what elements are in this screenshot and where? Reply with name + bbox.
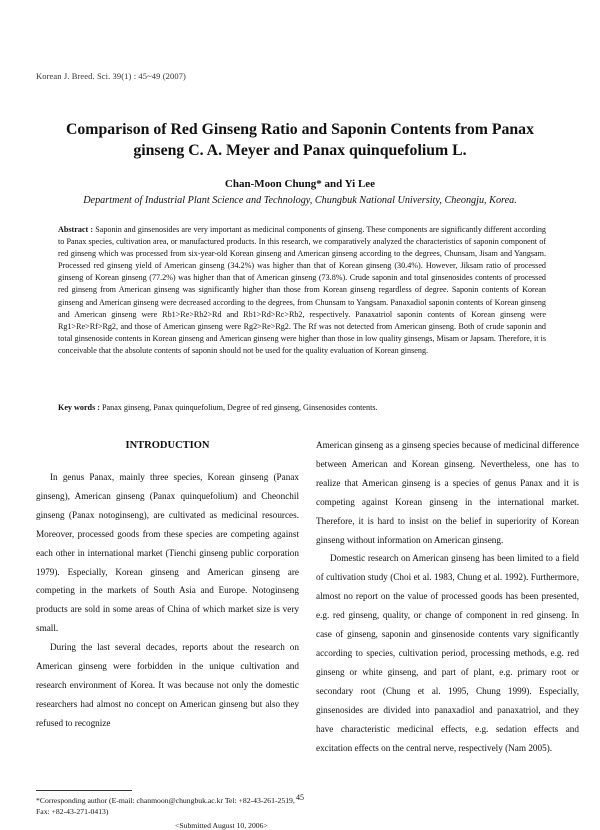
page-number: 45 (296, 793, 304, 802)
title-line-2: ginseng C. A. Meyer and Panax quinquefolium L. (133, 142, 467, 159)
submission-date: <Submitted August 10, 2006> (175, 821, 268, 830)
corresponding-author-footnote: *Corresponding author (E-mail: chanmoon@chungbuk.ac.kr Tel: +82-43-261-2519, Fax: +82-43-271-0413) (36, 796, 295, 816)
right-column (316, 436, 579, 757)
footnote-divider (36, 790, 132, 791)
left-paragraph-1: In genus Panax, mainly three species, Korean ginseng (Panax ginseng), American ginseng (Panax quinquefolium) and Cheonchil ginseng (Panax notoginseng), are cultivated as medicinal resources. Moreover, processed goods from these species are competing against each other in international market (Tienchi ginseng public corporation 1979). Especially, Korean ginseng and American ginseng are competing in the markets of South Asia and Europe. Notoginseng products are sold in some areas of China of which market size is very small. (36, 472, 299, 634)
right-paragraph-2: Domestic research on American ginseng has been limited to a field of cultivation study (Choi et al. 1983, Chung et al. 1992). Furthermore, almost no report on the value of processed goods has been presented, e.g. red ginseng, quality, or change of component in red ginseng. In case of ginseng, saponin and ginsenoside contents vary significantly according to species, cultivation period, processing methods, e.g. red ginseng or white ginseng, and part of plant, e.g. primary root or secondary root (Chung et al. 1995, Chung 1999). Especially, ginsenosides are divided into panaxadiol and panaxatriol, and they have characteristic medicinal effects, e.g. sedation effects and excitation effects on the central nerve, respectively (Nam 2005). (316, 553, 579, 753)
left-paragraph-2: During the last several decades, reports about the research on American ginseng were forbidden in the unique cultivation and research environment of Korea. It was because not only the domestic researchers had almost no concept on American ginseng but also they refused to recognize (36, 642, 299, 728)
affiliation: Department of Industrial Plant Science and Technology, Chungbuk National University, Cheongju, Korea. (83, 195, 517, 206)
intro-heading: INTRODUCTION (125, 440, 210, 451)
keywords (58, 403, 546, 412)
keywords-label: Key words : (58, 403, 100, 412)
abstract (58, 224, 546, 357)
authors: Chan-Moon Chung* and Yi Lee (224, 178, 376, 190)
abstract-label: Abstract : (58, 225, 94, 234)
right-paragraph-1: American ginseng as a ginseng species because of medicinal difference between American and Korean ginseng. Nevertheless, one has to realize that American ginseng is a species of genus Panax and it is competing against Korean ginseng in the international market. Therefore, it is hard to insist on the belief in superiority of Korean ginseng without information on American ginseng. (316, 440, 579, 545)
journal-reference: Korean J. Breed. Sci. 39(1) : 45~49 (2007) (36, 71, 186, 81)
abstract-text: Saponin and ginsenosides are very important as medicinal components of ginseng. These components are significantly different according to Panax species, cultivation area, or manufactured products. In this research, we comparatively analyzed the characteristics of saponin component of red ginseng which was processed from six-year-old Korean ginseng and American ginseng according to the degrees, Chunsam, Jisam and Yangsam. Processed red ginseng yield of American ginseng (34.2%) was higher than that of Korean ginseng (30.4%). However, Jiksam ratio of processed ginseng of Korean ginseng (77.2%) was higher than that of American ginseng (73.8%). Crude saponin and total ginsenosides contents of processed red ginseng from American ginseng was significantly higher than those from Korean ginseng regardless of degree. Saponin contents of Korean ginseng and American ginseng were decreased according to the degrees, from Chunsam to Yangsam. Panaxadiol saponin contents of Korean ginseng and American ginseng were Rb1>Re>Rb2>Rd and Rb1>Rd>Rc>Rb2, respectively. Panaxatriol saponin contents of Korean ginseng were Rg1>Re>Rf>Rg2, and those of American ginseng were Rg2>Re>Rg2. The Rf was not detected from American ginseng. Both of crude saponin and total ginsenoside contents in Korean ginseng and American ginseng were higher than those in low quality ginsengs, Misam or Japsam. Therefore, it is conceivable that the absolute contents of saponin should not be used for the quality evaluation of Korean ginseng. (58, 225, 546, 355)
title-line-1: Comparison of Red Ginseng Ratio and Saponin Contents from Panax (66, 121, 534, 138)
keywords-text: Panax ginseng, Panax quinquefolium, Degree of red ginseng, Ginsenosides contents. (102, 403, 378, 412)
left-column (36, 436, 299, 733)
